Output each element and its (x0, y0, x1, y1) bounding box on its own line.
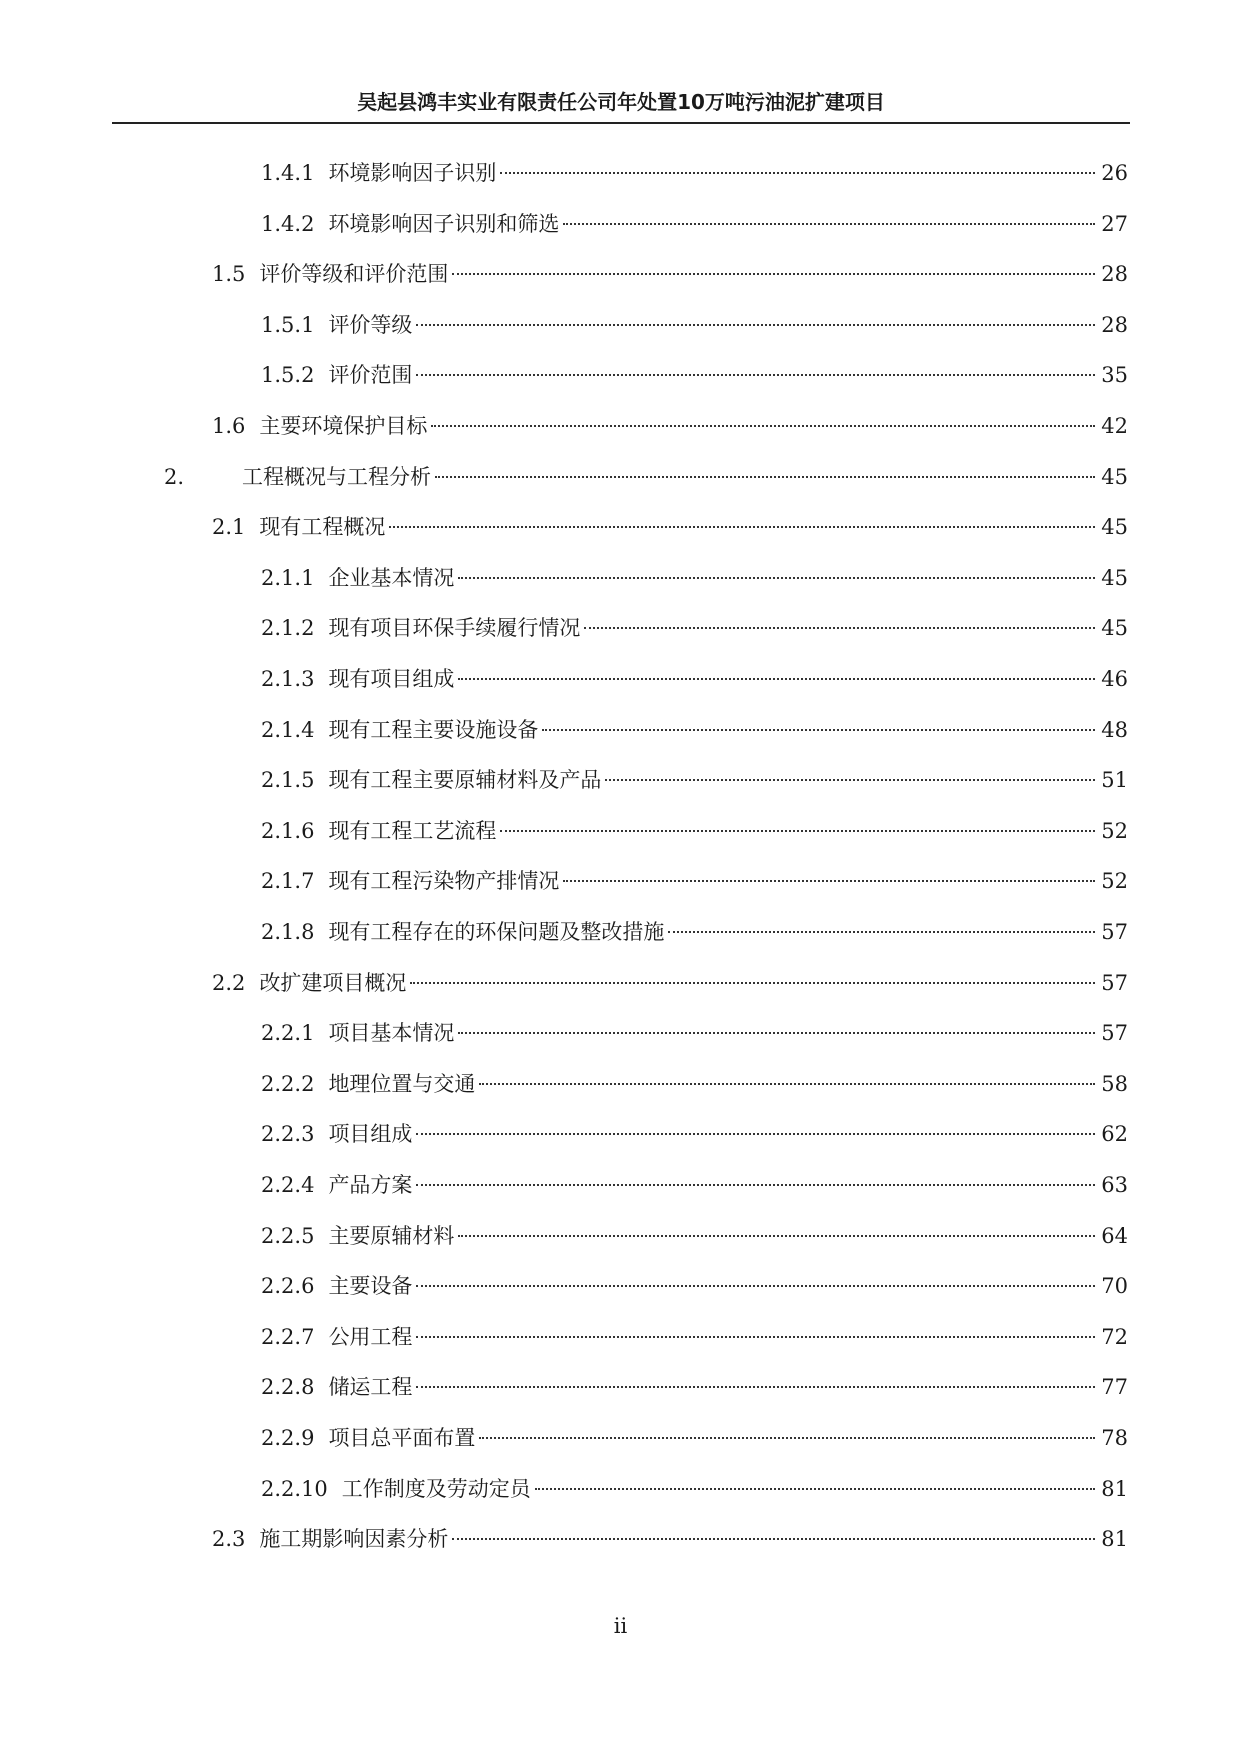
toc-dot-leader (563, 879, 1095, 882)
toc-entry[interactable] (261, 1116, 1128, 1152)
toc-entry[interactable] (212, 408, 1128, 444)
running-header (112, 88, 1130, 124)
toc-dot-leader (410, 981, 1095, 984)
toc-entry-page: 45 (1101, 566, 1128, 590)
toc-entry-title: 评价等级 (328, 313, 413, 337)
toc-entry-number: 2.1.6 (261, 819, 315, 843)
toc-dot-leader (452, 272, 1095, 275)
toc-dot-leader (458, 1031, 1095, 1034)
toc-dot-leader (458, 576, 1095, 579)
toc-entry-number: 2. (164, 465, 185, 489)
toc-entry-title: 现有项目组成 (328, 667, 455, 691)
toc-entry-title: 现有项目环保手续履行情况 (328, 616, 581, 640)
toc-dot-leader (479, 1436, 1095, 1439)
toc-entry-page: 28 (1101, 313, 1128, 337)
toc-dot-leader (416, 1335, 1095, 1338)
toc-entry-number: 2.2.2 (261, 1072, 315, 1096)
toc-entry[interactable] (261, 863, 1128, 899)
toc-entry[interactable] (261, 1218, 1128, 1254)
toc-entry[interactable] (261, 560, 1128, 596)
toc-entry-number: 2.3 (212, 1527, 246, 1551)
header-title: 吴起县鸿丰实业有限责任公司年处置10万吨污油泥扩建项目 (357, 90, 885, 114)
toc-entry-page: 35 (1101, 363, 1128, 387)
toc-entry-title: 工程概况与工程分析 (242, 465, 431, 489)
toc-entry-title: 地理位置与交通 (328, 1072, 476, 1096)
toc-entry-title: 公用工程 (328, 1325, 413, 1349)
toc-entry-title: 工作制度及劳动定员 (341, 1477, 531, 1501)
toc-entry-title: 产品方案 (328, 1173, 413, 1197)
toc-entry-page: 81 (1101, 1527, 1128, 1551)
toc-entry[interactable] (261, 712, 1128, 748)
toc-entry-number: 2.2.6 (261, 1274, 315, 1298)
toc-entry[interactable] (212, 1521, 1128, 1557)
toc-entry-title: 主要原辅材料 (328, 1224, 455, 1248)
toc-entry[interactable] (261, 155, 1128, 191)
toc-entry[interactable] (261, 1268, 1128, 1304)
toc-entry-page: 81 (1101, 1477, 1128, 1501)
toc-dot-leader (416, 1385, 1095, 1388)
toc-dot-leader (431, 424, 1095, 427)
toc-entry-number: 1.4.2 (261, 212, 315, 236)
toc-entry-number: 2.1.7 (261, 869, 315, 893)
toc-dot-leader (605, 778, 1095, 781)
toc-entry-number: 2.2.5 (261, 1224, 315, 1248)
toc-entry-number: 2.1.1 (261, 566, 315, 590)
toc-entry[interactable] (261, 813, 1128, 849)
page-number: ii (613, 1614, 628, 1638)
toc-entry-page: 27 (1101, 212, 1128, 236)
toc-entry-number: 2.1.4 (261, 718, 315, 742)
toc-entry-title: 现有工程工艺流程 (328, 819, 497, 843)
toc-dot-leader (458, 677, 1095, 680)
toc-entry-number: 2.2.7 (261, 1325, 315, 1349)
toc-entry[interactable] (261, 1369, 1128, 1405)
toc-entry[interactable] (261, 307, 1128, 343)
toc-entry[interactable] (261, 206, 1128, 242)
toc-dot-leader (416, 373, 1095, 376)
toc-entry-title: 主要设备 (328, 1274, 413, 1298)
toc-entry-title: 环境影响因子识别和筛选 (328, 212, 560, 236)
toc-entry-number: 2.2.3 (261, 1122, 315, 1146)
toc-dot-leader (563, 222, 1095, 225)
toc-entry-title: 评价等级和评价范围 (259, 262, 449, 286)
toc-entry-title: 现有工程主要原辅材料及产品 (328, 768, 602, 792)
toc-dot-leader (584, 626, 1095, 629)
toc-entry-number: 2.2.1 (261, 1021, 315, 1045)
toc-entry-page: 46 (1101, 667, 1128, 691)
toc-dot-leader (535, 1487, 1095, 1490)
toc-dot-leader (500, 829, 1095, 832)
toc-entry-title: 主要环境保护目标 (259, 414, 428, 438)
toc-entry-number: 2.2 (212, 971, 246, 995)
toc-dot-leader (435, 475, 1095, 478)
toc-entry-page: 52 (1101, 869, 1128, 893)
toc-entry-title: 改扩建项目概况 (259, 971, 407, 995)
toc-entry-number: 2.1.8 (261, 920, 315, 944)
toc-entry-page: 26 (1101, 161, 1128, 185)
toc-dot-leader (416, 1132, 1095, 1135)
toc-dot-leader (668, 930, 1095, 933)
toc-entry[interactable] (261, 610, 1128, 646)
toc-entry-number: 2.1.3 (261, 667, 315, 691)
toc-entry[interactable] (261, 1015, 1128, 1051)
toc-entry-page: 51 (1101, 768, 1128, 792)
toc-entry[interactable] (164, 459, 1128, 495)
toc-entry-title: 项目总平面布置 (328, 1426, 476, 1450)
toc-dot-leader (389, 525, 1095, 528)
toc-entry-page: 57 (1101, 1021, 1128, 1045)
toc-entry[interactable] (261, 1471, 1128, 1507)
toc-entry[interactable] (212, 256, 1128, 292)
toc-entry-number: 1.5 (212, 262, 246, 286)
toc-entry-page: 78 (1101, 1426, 1128, 1450)
toc-entry-title: 现有工程污染物产排情况 (328, 869, 560, 893)
toc-dot-leader (416, 323, 1095, 326)
toc-entry-title: 项目基本情况 (328, 1021, 455, 1045)
toc-entry-number: 2.2.10 (261, 1477, 328, 1501)
toc-entry-title: 评价范围 (328, 363, 413, 387)
toc-entry-title: 现有工程主要设施设备 (328, 718, 539, 742)
toc-entry-page: 57 (1101, 971, 1128, 995)
toc-entry-page: 63 (1101, 1173, 1128, 1197)
toc-entry[interactable] (261, 1420, 1128, 1456)
toc-entry-number: 1.5.2 (261, 363, 315, 387)
toc-dot-leader (458, 1234, 1095, 1237)
toc-entry-number: 1.6 (212, 414, 246, 438)
toc-entry-page: 45 (1101, 515, 1128, 539)
toc-entry-number: 2.1.2 (261, 616, 315, 640)
toc-entry-number: 2.2.4 (261, 1173, 315, 1197)
toc-entry-title: 储运工程 (328, 1375, 413, 1399)
toc-entry-page: 70 (1101, 1274, 1128, 1298)
toc-entry-title: 项目组成 (328, 1122, 413, 1146)
toc-dot-leader (416, 1284, 1095, 1287)
toc-entry[interactable] (212, 965, 1128, 1001)
toc-entry-page: 57 (1101, 920, 1128, 944)
toc-entry-page: 45 (1101, 465, 1128, 489)
toc-entry-title: 现有工程存在的环保问题及整改措施 (328, 920, 665, 944)
toc-entry-number: 1.4.1 (261, 161, 315, 185)
toc-dot-leader (500, 171, 1095, 174)
toc-entry[interactable] (261, 914, 1128, 950)
toc-entry-title: 企业基本情况 (328, 566, 455, 590)
toc-entry[interactable] (261, 1167, 1128, 1203)
toc-entry-number: 2.1.5 (261, 768, 315, 792)
toc-entry[interactable] (212, 509, 1128, 545)
toc-entry-number: 2.2.8 (261, 1375, 315, 1399)
toc-entry-page: 58 (1101, 1072, 1128, 1096)
toc-dot-leader (452, 1537, 1095, 1540)
toc-entry[interactable] (261, 1066, 1128, 1102)
toc-entry-page: 48 (1101, 718, 1128, 742)
toc-dot-leader (479, 1082, 1095, 1085)
toc-entry[interactable] (261, 1319, 1128, 1355)
toc-entry-page: 28 (1101, 262, 1128, 286)
toc-entry-page: 62 (1101, 1122, 1128, 1146)
toc-entry-page: 52 (1101, 819, 1128, 843)
toc-entry-title: 现有工程概况 (259, 515, 386, 539)
toc-entry-number: 2.2.9 (261, 1426, 315, 1450)
toc-entry-title: 施工期影响因素分析 (259, 1527, 449, 1551)
toc-dot-leader (542, 728, 1095, 731)
toc-entry[interactable] (261, 661, 1128, 697)
toc-entry[interactable] (261, 762, 1128, 798)
toc-entry[interactable] (261, 357, 1128, 393)
toc-entry-page: 42 (1101, 414, 1128, 438)
toc-entry-number: 1.5.1 (261, 313, 315, 337)
toc-entry-page: 64 (1101, 1224, 1128, 1248)
toc-entry-page: 72 (1101, 1325, 1128, 1349)
toc-entry-page: 45 (1101, 616, 1128, 640)
toc-entry-page: 77 (1101, 1375, 1128, 1399)
toc-dot-leader (416, 1183, 1095, 1186)
toc-entry-title: 环境影响因子识别 (328, 161, 497, 185)
toc-entry-number: 2.1 (212, 515, 246, 539)
